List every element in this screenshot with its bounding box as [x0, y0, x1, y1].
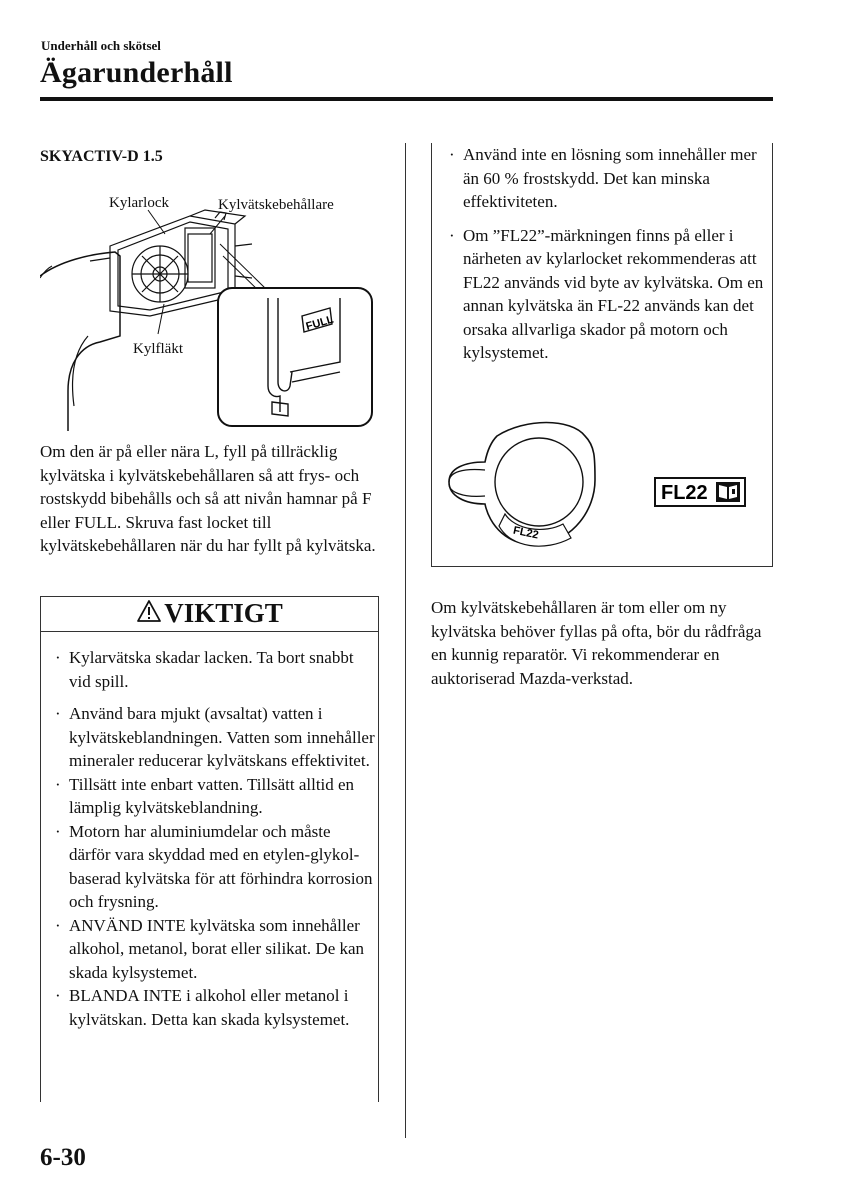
tank-full-mark: FULL — [304, 313, 335, 333]
column-divider — [405, 143, 406, 1138]
list-item: · Motorn har aluminiumdelar och måste därför vara skyddad med en etylen-glykol-baserad kylvätska för att förhindra korrosion och frysning. — [55, 821, 373, 911]
cap-fl22-mark: FL22 — [512, 524, 540, 542]
list-item: · Tillsätt inte enbart vatten. Tillsätt alltid en lämplig kylvätskeblandning. — [55, 774, 355, 817]
page-title: Ägarunderhåll — [40, 56, 233, 89]
list-item: · ANVÄND INTE kylvätska som innehåller alkohol, metanol, borat eller silikat. De kan skada kylsystemet. — [55, 915, 365, 982]
fill-instructions-paragraph: Om den är på eller nära L, fyll på tillräcklig kylvätska i kylvätskebehållaren så att frys- och rostskydd bibehålls och så att nivån hamnar på F eller FULL. Skruva fast locket till kylvätskebehållaren när du har fyllt på kylvätska. — [40, 442, 376, 555]
warning-header — [40, 596, 379, 632]
diagram-label-cap: Kylarlock — [109, 195, 169, 211]
diagram-label-fan: Kylfläkt — [133, 341, 183, 357]
warning-triangle-icon — [136, 599, 162, 623]
title-rule — [40, 97, 773, 101]
warning-list — [55, 646, 375, 1031]
section-label: Underhåll och skötsel — [41, 38, 161, 53]
list-item: · Använd inte en lösning som innehåller mer än 60 % frostskydd. Det kan minska effektiviteten. — [449, 145, 757, 211]
list-item: · Kylarvätska skadar lacken. Ta bort snabbt vid spill. — [55, 648, 354, 691]
book-icon — [716, 482, 740, 502]
list-item: · Om ”FL22”-märkningen finns på eller i närheten av kylarlocket rekommenderas att FL22 används vid byte av kylvätska. Om en annan kylvätska än FL-22 används kan det orsaka allvarliga skador på motorn och kylsystemet. — [449, 225, 764, 362]
coolant-reservoir-diagram — [40, 186, 375, 431]
empty-reservoir-paragraph: Om kylvätskebehållaren är tom eller om ny kylvätska behöver fyllas på ofta, bör du rådfråga en kunnig reparatör. Vi rekommenderar en auktoriserad Mazda-verkstad. — [431, 598, 762, 688]
list-item: · BLANDA INTE i alkohol eller metanol i kylvätskan. Detta kan skada kylsystemet. — [55, 986, 350, 1029]
warning-title: VIKTIGT — [164, 598, 283, 628]
fl22-badge-text: FL22 — [661, 482, 708, 504]
note-list — [449, 143, 771, 365]
list-item: · Använd bara mjukt (avsaltat) vatten i kylvätskeblandningen. Vatten som innehåller mineraler reducerar kylvätskans effektivitet. — [55, 704, 375, 770]
engine-subheading: SKYACTIV-D 1.5 — [40, 148, 163, 165]
diagram-label-tank: Kylvätskebehållare — [218, 197, 334, 213]
page-number: 6-30 — [40, 1144, 86, 1171]
radiator-cap-figure — [445, 418, 750, 558]
